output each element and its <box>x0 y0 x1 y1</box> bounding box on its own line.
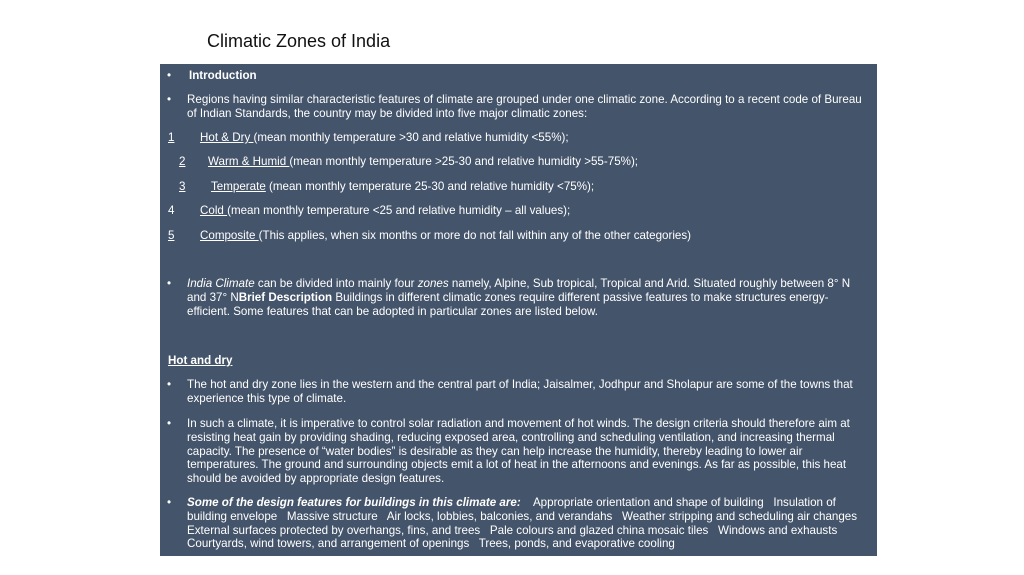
regions-text: Regions having similar characteristic features of climate are grouped under one climatic zone. According to a recent code of Bureau of Indian Standards, the country may be divided into five major climatic zones: <box>187 93 862 120</box>
zone-number: 1 <box>168 131 175 144</box>
content-panel <box>160 64 877 556</box>
zone-name: Warm & Humid <box>208 155 290 168</box>
design-features-list: Appropriate orientation and shape of building Insulation of building envelope Massive structure Air locks, lobbies, balconies, and verandahs Weather stripping and scheduling air changes External surfaces protected by overhangs, fins, and trees Pale colours and glazed china mosaic tiles Windows and exhausts Courtyards, wind towers, and arrangement of openings Trees, ponds, and evaporative cooling <box>187 496 867 551</box>
zone-desc: (mean monthly temperature 25-30 and relative humidity <75%); <box>265 180 595 193</box>
bullet: • <box>167 496 172 509</box>
zone-name: Composite <box>200 229 259 242</box>
design-features-lead: Some of the design features for buildings in this climate are: <box>187 496 521 509</box>
hot-dry-text-2: In such a climate, it is imperative to control solar radiation and movement of hot winds. The design criteria should therefore aim at resisting heat gain by providing shading, reducing exposed area, controlling and scheduling ventilation, and increasing thermal capacity. The presence of “water bodies” is desirable as they can help increase the humidity, thereby leading to lower air temperatures. The ground and surrounding objects emit a lot of heat in the afternoons and evenings. As far as possible, this heat should be avoided by appropriate design features. <box>187 417 850 486</box>
bullet: • <box>167 378 172 391</box>
zone-number: 4 <box>168 204 175 217</box>
bullet: • <box>167 417 172 430</box>
zone-desc: (mean monthly temperature <25 and relative humidity – all values); <box>227 204 571 217</box>
zone-desc: (mean monthly temperature >25-30 and relative humidity >55-75%); <box>289 155 639 168</box>
zone-name: Hot & Dry <box>200 131 254 144</box>
hot-dry-heading: Hot and dry <box>168 354 233 367</box>
slide-title: Climatic Zones of India <box>207 31 391 51</box>
bullet: • <box>167 93 172 106</box>
hot-dry-text-3 <box>187 496 869 551</box>
bullet: • <box>167 69 172 82</box>
zone-desc: (mean monthly temperature >30 and relative humidity <55%); <box>253 131 569 144</box>
zone-number: 2 <box>179 155 186 168</box>
zone-number: 3 <box>179 180 186 193</box>
hot-dry-text-1: The hot and dry zone lies in the western and the central part of India; Jaisalmer, Jodhpur and Sholapur are some of the towns that experience this type of climate. <box>187 378 853 405</box>
intro-heading: Introduction <box>189 69 257 82</box>
india-climate-text: India Climate can be divided into mainly four zones namely, Alpine, Sub tropical, Tropical and Arid. Situated roughly between 8° N and 37° NBrief Description Buildings in different climatic zones require different passive features to make structures energy-efficient. Some features that can be adopted in particular zones are listed below. <box>187 277 851 318</box>
bullet: • <box>167 277 172 290</box>
zone-desc: (This applies, when six months or more do not fall within any of the other categories) <box>258 229 692 242</box>
zone-number: 5 <box>168 229 175 242</box>
zone-name: Cold <box>200 204 228 217</box>
zone-name: Temperate <box>211 180 266 193</box>
